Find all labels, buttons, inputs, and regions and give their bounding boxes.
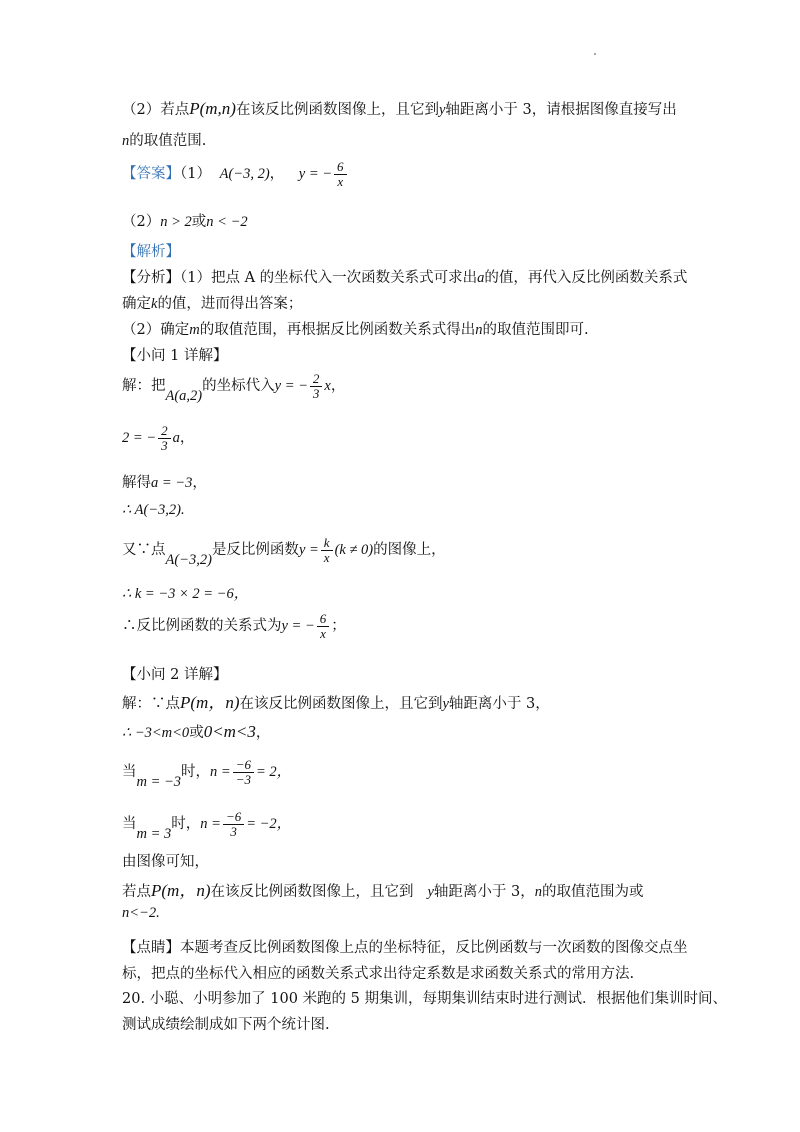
sub1-step-5: 又∵点A(−3,2)是反比例函数y = $\frac{k}{x}$ (k ≠ 0)的图像上， — [122, 535, 446, 569]
sub1-step-3: 解得a = −3， — [122, 475, 207, 491]
q20-line-1: 20. 小聪、小明参加了 100 米跑的 5 期集训，每期集训结束时进行测试．根据他们集训时间、 — [122, 991, 728, 1007]
sub2-step-6: 若点P(m，n)在该反比例函数图像上，且它到 y轴距离小于 3，n的取值范围为或 — [122, 881, 644, 900]
sub2-step-2: ∴ −3<m<0或0<m<3， — [122, 722, 271, 741]
point-p: P(m,n) — [189, 99, 236, 118]
sub1-step-2: 2 = − $\frac{2}{3}$ a， — [122, 423, 195, 453]
fenxi-line-1: 【分析】（1）把点 A 的坐标代入一次函数关系式可求出a的值，再代入反比例函数关系式 — [122, 270, 688, 286]
answer-line-2: （2）n > 2或n < −2 — [122, 214, 248, 230]
q20-line-2: 测试成绩绘制成如下两个统计图. — [122, 1017, 330, 1033]
dianjing-line-2: 标，把点的坐标代入相应的函数关系式求出待定系数是求函数关系式的常用方法. — [122, 966, 635, 982]
fenxi-line-2: 确定k的值，进而得出答案； — [122, 296, 303, 312]
sub1-step-4: ∴ A(−3,2). — [122, 502, 185, 518]
sub2-step-5: 由图像可知， — [122, 854, 209, 870]
answer-line-1: 【答案】（1） A(−3, 2)， y = − $\frac{6}{x}$ — [122, 160, 349, 188]
sub2-step-7: n<−2. — [122, 905, 160, 921]
answer-fraction: $\frac{6}{x}$ — [334, 160, 347, 188]
sub1-title: 【小问 1 详解】 — [122, 348, 228, 364]
sub1-step-1: 解：把A(a,2)的坐标代入y = − $\frac{2}{3}$ x， — [122, 371, 346, 405]
sub2-step-3: 当m = −3时，n = $\frac{-6}{-3}$ = 2， — [122, 757, 292, 791]
sub1-step-7: ∴反比例函数的关系式为y = − $\frac{6}{x}$ ； — [122, 611, 346, 641]
dianjing-line-1: 【点睛】本题考查反比例函数图像上点的坐标特征，反比例函数与一次函数的图像交点坐 — [122, 940, 688, 956]
sub2-step-4: 当m = 3时，n = $\frac{-6}{3}$ = −2， — [122, 809, 292, 843]
sub2-step-1: 解：∵点P(m，n)在该反比例函数图像上，且它到y轴距离小于 3， — [122, 693, 550, 712]
q2-line-2: n的取值范围. — [122, 133, 207, 149]
sub2-title: 【小问 2 详解】 — [122, 667, 228, 683]
sub1-step-6: ∴ k = −3 × 2 = −6， — [122, 586, 249, 602]
page-dot — [594, 53, 596, 55]
fenxi-line-3: （2）确定m的取值范围，再根据反比例函数关系式得出n的取值范围即可. — [122, 322, 589, 338]
answer-label: 【答案】 — [122, 166, 180, 183]
q2-line-1: （2）若点P(m,n)在该反比例函数图像上，且它到y轴距离小于 3，请根据图像直接写出 — [122, 99, 677, 118]
analysis-label: 【解析】 — [122, 244, 180, 260]
